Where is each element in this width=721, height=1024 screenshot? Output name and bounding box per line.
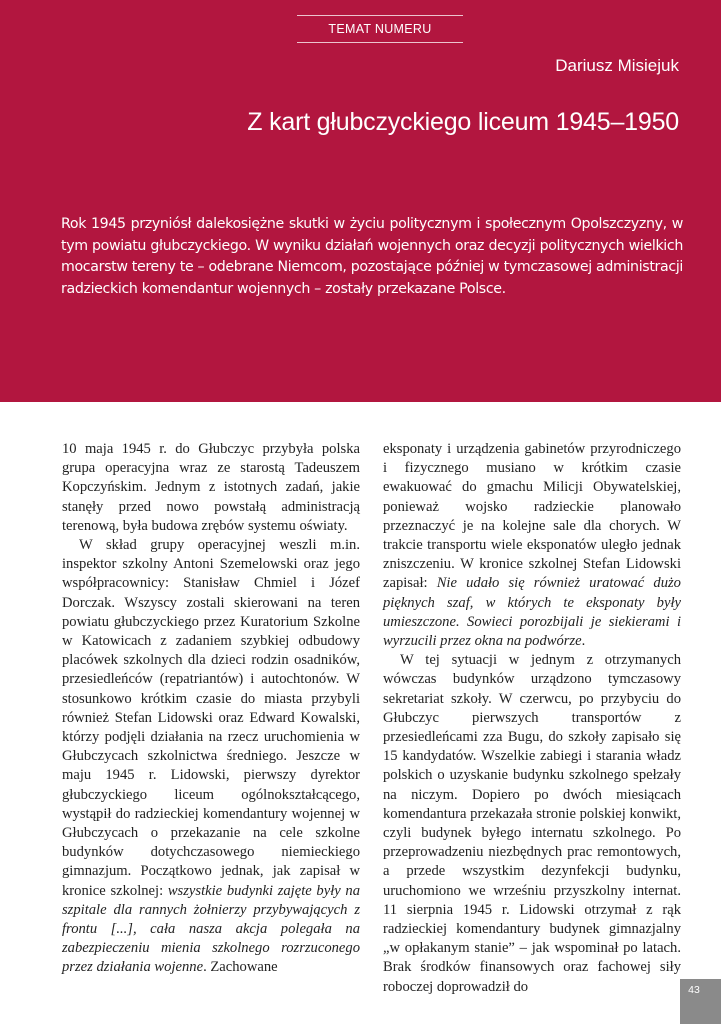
article-title: Z kart głubczyckiego liceum 1945–1950: [247, 108, 679, 136]
quotation: wszystkie budynki zajęte były na szpitale dla rannych żołnierzy przybywających z frontu [...], cała nasza akcja polegała na zabezpieczeniu mienia szkolnego rozrzuconego przez działania wojenne: [62, 882, 361, 976]
paragraph: 10 maja 1945 r. do Głubczyc przybyła polska grupa operacyjna wraz ze starostą Tadeuszem Kopczyńskim. Jednym z istotnych zadań, jakie stanęły przed nowo powstałą administracją terenową, była budowa zrębów systemu oświaty.: [62, 441, 360, 534]
page-number-tab: [680, 979, 721, 1024]
article-lead: Rok 1945 przyniósł dalekosiężne skutki w życiu politycznym i społecznym Opolszczyzny, w tym powiatu głubczyckiego. W wyniku działań wojennych oraz decyzji politycznych wielkich mocarstw tereny te – odebrane Niemcom, pozostające później w tymczasowej administracji radzieckich komendantur wojennych – zostały przekazane Polsce.: [61, 216, 683, 297]
paragraph-text: eksponaty i urządzenia gabinetów przyrodniczego i fizycznego musiano w krótkim czasie ewakuować do gmachu Milicji Obywatelskiej, ponieważ wojsko radzieckie planowało przeznaczyć je na kolejne sale dla chorych. W trakcie transportu wiele eksponatów uległo jednak zniszczeniu. W kronice szkolnej Stefan Lidowski zapisał:: [383, 441, 681, 592]
page-number: 43: [688, 984, 700, 996]
paragraph-text: W skład grupy operacyjnej weszli m.in. inspektor szkolny Antoni Szemelowski oraz jego współpracownicy: Stanisław Chmiel i Józef Dorczak. Wszyscy zostali skierowani na teren powiatu głubczyckiego przez Kuratorium Szkolne w Katowicach z zadaniem szybkiej odbudowy placówek szkolnych dla dzieci rodzin osadników, przesiedleńców (repatriantów) i autochtonów. W stosunkowo krótkim czasie do miasta przybyli również Stefan Lidowski oraz Edward Kowalski, którzy podjęli działania na rzecz uruchomienia w Głubczycach szkolnictwa średniego. Jeszcze w maju 1945 r. Lidowski, pierwszy dyrektor głubczyckiego liceum ogólnokształcącego, wystąpił do radzieckiej komendantury wojennej w Głubczycach o przekazanie na cele szkolne budynków dotychczasowego niemieckiego gimnazjum. Początkowo jednak, jak zapisał w kronice szkolnej:: [62, 537, 360, 899]
paragraph-text: .: [581, 633, 586, 650]
paragraph: W tej sytuacji w jednym z otrzymanych wówczas budynków urządzono tymczasowy sekretariat szkoły. W czerwcu, po przybyciu do Głubczyc pierwszych transportów z przesiedleńcami zza Bugu, do szkoły zapisało się 15 kandydatów. Wszelkie zabiegi i starania władz polskich o uzyskanie budynku szkolnego spełzały na niczym. Dopiero po dwóch miesiącach komendantura przekazała stronie polskiej konwikt, czyli budynek byłego internatu szkolnego. Po przeprowadzeniu niezbędnych prac remontowych, a przede wszystkim dezynfekcji budynku, uruchomiono we wrześniu przyszkolny internat. 11 sierpnia 1945 r. Lidowski otrzymał z rąk radzieckiej komendantury budynek gimnazjalny „w opłakanym stanie” – jak wspominał po latach. Brak środków finansowych oraz fachowej siły roboczej doprowadził do: [383, 652, 681, 995]
paragraph: [383, 440, 681, 651]
quotation: Nie udało się również uratować dużo pięknych szaf, w których te eksponaty były umieszczone. Sowieci porozbijali je siekierami i wyrzucili przez okna na podwórze: [383, 575, 681, 650]
section-tag-label: TEMAT NUMERU: [328, 22, 432, 36]
text-column-right: [383, 440, 681, 997]
paragraph: [62, 536, 360, 978]
article-author: Dariusz Misiejuk: [555, 56, 679, 75]
paragraph-text: . Zachowane: [203, 959, 278, 976]
section-tag: [297, 15, 463, 43]
header-banner: [0, 0, 721, 402]
text-column-left: [62, 440, 360, 978]
